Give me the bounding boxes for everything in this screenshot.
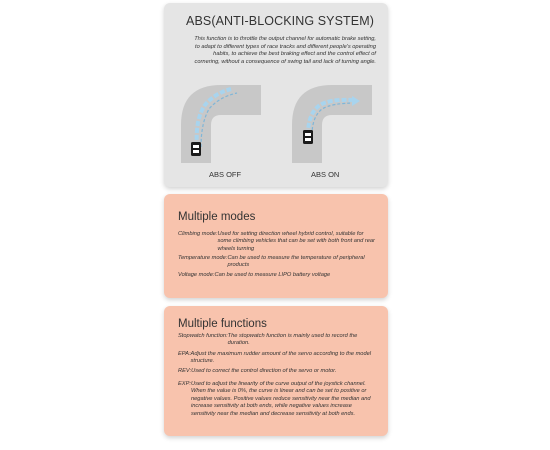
abs-on-track-illustration <box>290 83 372 163</box>
car-icon <box>191 142 201 156</box>
mode-item-climbing <box>178 231 378 253</box>
mode-item-voltage <box>178 272 378 279</box>
abs-card <box>164 3 388 187</box>
mode-desc: Can be used to measure LIPO battery voltage <box>214 272 331 278</box>
function-item-epa <box>178 351 378 366</box>
abs-off-label: ABS OFF <box>209 170 242 179</box>
abs-title: ABS(ANTI-BLOCKING SYSTEM) <box>186 14 374 28</box>
mode-desc: Can be used to measure the temperature of peripheral products <box>227 255 365 269</box>
function-desc: Used to correct the control direction of the servo or motor. <box>191 368 337 374</box>
function-item-stopwatch <box>178 333 378 348</box>
function-item-rev <box>178 368 378 375</box>
track-road <box>292 85 372 163</box>
function-item-exp <box>178 381 378 418</box>
modes-card <box>164 194 388 298</box>
function-term: EPA: <box>178 351 191 357</box>
function-desc: Adjust the maximum rudder amount of the servo according to the model structure. <box>190 351 372 365</box>
functions-title: Multiple functions <box>178 318 267 330</box>
abs-off-track-illustration <box>179 83 261 163</box>
function-term: REV: <box>178 368 192 374</box>
function-desc: Used to adjust the linearity of the curve output of the joystick channel. When the value is 0%, the curve is linear and can be set to positive or negative values. Positive values reduce sensitivity near the median and increase sensitivity at both ends, while negative values increase sensitivity near the median and decrease sensitivity at both ends. <box>190 381 371 417</box>
function-term: Stopwatch function: <box>178 333 228 339</box>
abs-description: This function is to throttle the output channel for automatic brake setting, to adapt to different types of race tracks and different people's operating habits, to achieve the best braking effect and the control effect of cornering, without a consequence of swing tail and lack of turning angle. <box>194 36 376 65</box>
mode-item-temperature <box>178 255 378 270</box>
function-term: EXP: <box>178 381 191 387</box>
function-desc: The stopwatch function is mainly used to record the duration. <box>227 333 358 347</box>
mode-desc: Used for setting direction wheel hybrid control, suitable for some climbing vehicles that can be set with both front and rear wheels turning <box>217 231 375 252</box>
abs-on-label: ABS ON <box>311 170 340 179</box>
mode-term: Temperature mode: <box>178 255 228 261</box>
mode-term: Voltage mode: <box>178 272 215 278</box>
functions-card <box>164 306 388 436</box>
mode-term: Climbing mode: <box>178 231 218 237</box>
modes-title: Multiple modes <box>178 211 256 223</box>
car-icon <box>303 130 313 144</box>
